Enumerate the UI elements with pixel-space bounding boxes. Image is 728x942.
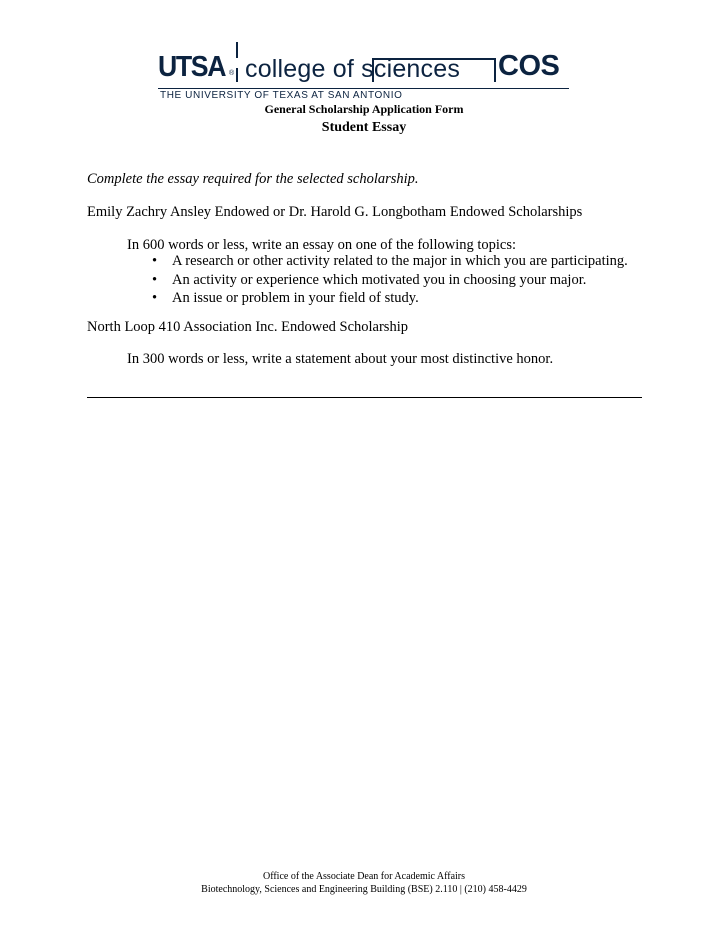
cos-logo-wordmark: COS — [498, 50, 560, 82]
footer-address: Biotechnology, Sciences and Engineering Building (BSE) 2.110 | (210) 458-4429 — [201, 884, 527, 895]
topic-list — [150, 252, 628, 308]
form-title-text: General Scholarship Application Form — [264, 102, 464, 116]
college-of-sciences-wordmark: college of sciences — [245, 55, 461, 83]
logo-rule — [158, 88, 569, 89]
university-name: THE UNIVERSITY OF TEXAS AT SAN ANTONIO — [160, 90, 403, 101]
scholarship-1-name: Emily Zachry Ansley Endowed or Dr. Harold G. Longbotham Endowed Scholarships — [87, 204, 583, 220]
topic-item: • A research or other activity related to the major in which you are participating. — [150, 252, 628, 271]
essay-title: Student Essay — [321, 120, 407, 135]
utsa-logo-wordmark: UTSA — [158, 51, 226, 83]
registered-mark: ® — [229, 70, 235, 77]
logo-divider-top — [236, 42, 238, 58]
scholarship-2-prompt: In 300 words or less, write a statement about your most distinctive honor. — [127, 351, 554, 367]
topic-item: • An activity or experience which motivated you in choosing your major. — [150, 271, 628, 290]
footer-office: Office of the Associate Dean for Academic Affairs — [262, 871, 466, 882]
topic-item: • An issue or problem in your field of study. — [150, 289, 628, 308]
scholarship-1-prompt: In 600 words or less, write an essay on one of the following topics: — [127, 237, 517, 253]
instruction-text: Complete the essay required for the selected scholarship. — [87, 171, 419, 187]
logo-divider-bottom — [236, 68, 238, 82]
scholarship-2-name: North Loop 410 Association Inc. Endowed Scholarship — [87, 319, 408, 335]
essay-divider-line — [87, 397, 642, 398]
form-title — [0, 102, 728, 117]
